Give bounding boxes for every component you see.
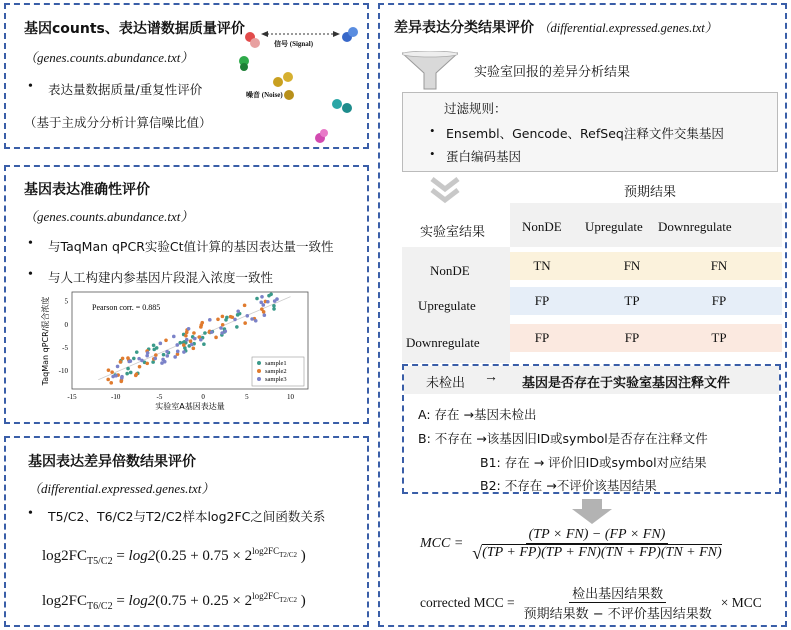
bullet-mark: • xyxy=(28,236,33,251)
scatter-point-sample3 xyxy=(116,365,120,369)
mcc-denominator: √ (TP + FP)(TP + FN)(TN + FP)(TN + FN) xyxy=(472,543,722,563)
scatter-point-sample2 xyxy=(243,321,247,325)
legend-marker-sample1 xyxy=(257,361,261,365)
noise-label: 噪音 (Noise) xyxy=(246,91,283,99)
scatter-point-sample1 xyxy=(126,367,130,371)
branch-b: B: 不存在 →该基因旧ID或symbol是否存在注释文件 xyxy=(418,431,708,446)
eq2-close: ) xyxy=(300,593,306,609)
col-header-nonde: NonDE xyxy=(522,219,562,234)
panel-quality-title: 基因counts、表达谱数据质量评价 xyxy=(24,21,245,37)
x-tick-label: 10 xyxy=(287,393,295,401)
lab-result-label: 实验室回报的差异分析结果 xyxy=(474,65,631,80)
scatter-point-sample2 xyxy=(189,339,193,343)
eq1-lhs-sub: T5/C2 xyxy=(87,556,113,567)
filter-title: 过滤规则： xyxy=(444,101,507,116)
scatter-point-sample2 xyxy=(106,378,110,382)
arrow-icon: → xyxy=(476,431,487,446)
eq1-close: ) xyxy=(300,548,306,564)
scatter-point-sample2 xyxy=(164,338,168,342)
scatter-point-sample3 xyxy=(187,327,191,331)
scatter-point-sample1 xyxy=(202,342,206,346)
eq2-lhs-sub: T6/C2 xyxy=(87,601,113,612)
scatter-point-sample2 xyxy=(192,331,196,335)
cell-tp: TP xyxy=(711,330,727,345)
col-header-down: Downregulate xyxy=(658,219,732,234)
undetected-label: 未检出 xyxy=(426,376,466,391)
arrow-icon: → xyxy=(546,478,557,493)
branch-b2: B2: 不存在 →不评价该基因结果 xyxy=(480,478,657,493)
mcc-numerator: (TP × FN) − (FP × FN) xyxy=(526,527,669,544)
legend-sample1: sample1 xyxy=(265,360,287,367)
arrow-icon: → xyxy=(484,370,498,385)
scatter-point-sample3 xyxy=(263,313,267,317)
cell-fp: FP xyxy=(534,293,550,308)
sample-dot xyxy=(250,38,260,48)
scatter-point-sample3 xyxy=(153,357,157,361)
legend-sample3: sample3 xyxy=(265,376,287,383)
scatter-point-sample3 xyxy=(220,331,224,335)
filter-rule-2: 蛋白编码基因 xyxy=(446,149,522,164)
cell-fn: FN xyxy=(710,258,728,273)
eq2-exp-sub: T2/C2 xyxy=(279,595,298,604)
scatter-point-sample2 xyxy=(214,336,218,340)
scatter-point-sample2 xyxy=(243,304,247,308)
x-tick-label: -15 xyxy=(67,393,77,401)
sample-dot xyxy=(284,90,294,100)
arrow-icon: → xyxy=(463,407,474,422)
scatter-point-sample3 xyxy=(250,317,254,321)
panel-fold-change xyxy=(4,436,369,627)
scatter-point-sample1 xyxy=(151,360,155,364)
scatter-point-sample2 xyxy=(134,374,138,378)
panel-classification xyxy=(378,3,787,627)
expected-label: 预期结果 xyxy=(624,185,677,200)
eq1-eq: = xyxy=(116,548,125,564)
equation-t5 xyxy=(42,546,306,567)
scatter-point-sample1 xyxy=(135,350,139,354)
correlation-scatter-chart xyxy=(12,285,312,413)
sample-dot xyxy=(348,27,358,37)
cell-tn: TN xyxy=(533,258,551,273)
scatter-point-sample2 xyxy=(184,334,188,338)
scatter-point-sample3 xyxy=(165,354,169,358)
scatter-point-sample2 xyxy=(260,307,264,311)
scatter-point-sample1 xyxy=(267,294,271,298)
eq2-exp: log2FC xyxy=(252,591,280,601)
scatter-point-sample1 xyxy=(178,341,182,345)
cmcc-fraction xyxy=(521,583,715,622)
scatter-point-sample3 xyxy=(120,375,124,379)
funnel-icon xyxy=(402,51,458,91)
scatter-point-sample3 xyxy=(236,309,240,313)
x-tick-label: -10 xyxy=(111,393,121,401)
x-tick-label: -5 xyxy=(156,393,163,401)
panel-quality-file: （genes.counts.abundance.txt） xyxy=(24,50,194,65)
eq2-func: log2 xyxy=(128,593,156,609)
scatter-point-sample1 xyxy=(235,325,239,329)
scatter-point-sample3 xyxy=(159,342,163,346)
signal-arrow xyxy=(261,31,340,37)
branch-b1: B1: 存在 → 评价旧ID或symbol对应结果 xyxy=(480,455,707,470)
y-tick-label: -10 xyxy=(58,367,68,376)
bullet-mark: • xyxy=(28,506,33,521)
bullet-mark: • xyxy=(430,146,435,161)
scatter-point-sample3 xyxy=(223,329,227,333)
bullet-mark: • xyxy=(430,123,435,138)
cell-fn: FN xyxy=(623,258,641,273)
x-ticks xyxy=(67,393,294,401)
sample-dot xyxy=(320,129,328,137)
scatter-point-sample1 xyxy=(272,307,276,311)
scatter-point-sample2 xyxy=(138,365,142,369)
corrected-mcc-formula xyxy=(420,583,762,622)
eq2-lhs: log2FC xyxy=(42,593,88,609)
panel-classification-title: 差异表达分类结果评价 xyxy=(394,20,534,36)
panel-quality xyxy=(4,3,369,149)
col-header-up: Upregulate xyxy=(585,219,643,234)
scatter-point-sample3 xyxy=(161,358,165,362)
panel-quality-bullet: 表达量数据质量/重复性评价 xyxy=(48,82,203,97)
scatter-point-sample1 xyxy=(152,343,156,347)
panel-fold-change-file: （differential.expressed.genes.txt） xyxy=(28,481,215,496)
legend-marker-sample2 xyxy=(257,369,261,373)
scatter-point-sample3 xyxy=(175,343,179,347)
scatter-point-sample3 xyxy=(145,354,149,358)
eq1-lhs: log2FC xyxy=(42,548,88,564)
scatter-point-sample3 xyxy=(273,299,277,303)
scatter-point-sample3 xyxy=(208,318,212,322)
scatter-point-sample3 xyxy=(199,338,203,342)
scatter-point-sample2 xyxy=(119,360,123,364)
scatter-point-sample1 xyxy=(272,304,276,308)
cell-fp: FP xyxy=(534,330,550,345)
lab-label: 实验室结果 xyxy=(420,225,486,240)
scatter-point-sample2 xyxy=(107,368,111,372)
scatter-point-sample3 xyxy=(245,314,249,318)
panel-classification-file: （differential.expressed.genes.txt） xyxy=(538,21,718,35)
x-tick-label: 0 xyxy=(201,393,205,401)
legend-sample2: sample2 xyxy=(265,368,287,375)
scatter-point-sample3 xyxy=(193,337,197,341)
cell-fp: FP xyxy=(711,293,727,308)
scatter-point-sample3 xyxy=(182,350,186,354)
scatter-point-sample2 xyxy=(216,317,220,321)
scatter-point-sample1 xyxy=(203,331,207,335)
scatter-point-sample1 xyxy=(129,371,133,375)
cmcc-denominator: 预期结果数 − 不评价基因结果数 xyxy=(523,607,712,622)
down-arrow-icon xyxy=(570,499,614,525)
sample-dot xyxy=(332,99,342,109)
panel-accuracy xyxy=(4,165,369,424)
y-tick-label: 5 xyxy=(64,297,68,306)
scatter-point-sample1 xyxy=(152,348,156,352)
annotation-question: 基因是否存在于实验室基因注释文件 xyxy=(522,376,731,391)
scatter-point-sample2 xyxy=(221,323,225,327)
eq1-func: log2 xyxy=(128,548,156,564)
row-header-down: Downregulate xyxy=(406,335,480,350)
panel-accuracy-bullet-2: 与人工构建内参基因片段混入浓度一致性 xyxy=(48,270,274,285)
scatter-point-sample3 xyxy=(254,319,258,323)
scatter-point-sample3 xyxy=(210,330,214,334)
scatter-point-sample2 xyxy=(110,370,114,374)
scatter-point-sample1 xyxy=(236,313,240,317)
scatter-point-sample2 xyxy=(121,357,125,361)
branch-a: A: 存在 →基因未检出 xyxy=(418,407,537,422)
mcc-fraction xyxy=(469,527,724,561)
scatter-point-sample3 xyxy=(176,350,180,354)
mcc-lhs: MCC = xyxy=(420,536,464,551)
x-axis-label: 实验室A基因表达量 xyxy=(155,402,225,411)
eq2-eq: = xyxy=(116,593,125,609)
sample-dot xyxy=(283,72,293,82)
scatter-point-sample3 xyxy=(233,318,237,322)
double-chevron-down-icon xyxy=(428,176,462,206)
bullet-mark: • xyxy=(28,79,33,94)
scatter-point-sample3 xyxy=(111,375,115,379)
scatter-point-sample3 xyxy=(137,357,141,361)
cell-fp: FP xyxy=(624,330,640,345)
scatter-point-sample2 xyxy=(126,356,130,360)
scatter-point-sample3 xyxy=(173,355,177,359)
legend xyxy=(252,357,304,386)
cell-tp: TP xyxy=(624,293,640,308)
sample-dot xyxy=(240,63,248,71)
eq1-body: (0.25 + 0.75 × 2 xyxy=(155,548,253,564)
cmcc-tail: × MCC xyxy=(720,594,762,610)
panel-accuracy-bullet-1: 与TaqMan qPCR实验Ct值计算的基因表达量一致性 xyxy=(48,239,334,254)
scatter-point-sample3 xyxy=(266,300,270,304)
filter-rule-1: Ensembl、Gencode、RefSeq注释文件交集基因 xyxy=(446,126,724,141)
cmcc-lhs: corrected MCC = xyxy=(420,594,515,610)
row-header-up: Upregulate xyxy=(418,298,476,313)
y-tick-label: 0 xyxy=(64,320,68,329)
scatter-point-sample2 xyxy=(182,343,186,347)
y-axis-label: TaqMan qPCR/混合浓度 xyxy=(41,296,50,386)
scatter-point-sample2 xyxy=(192,347,196,351)
scatter-point-sample1 xyxy=(132,357,136,361)
scatter-point-sample3 xyxy=(219,326,223,330)
panel-quality-note: （基于主成分分析计算信噪比值） xyxy=(24,115,212,130)
scatter-point-sample1 xyxy=(225,316,229,320)
eq2-body: (0.75 + 0.25 × 2 xyxy=(155,593,253,609)
scatter-point-sample3 xyxy=(185,338,189,342)
legend-marker-sample3 xyxy=(257,377,261,381)
scatter-point-sample3 xyxy=(261,303,265,307)
row-header-nonde: NonDE xyxy=(430,263,470,278)
scatter-point-sample1 xyxy=(255,297,259,301)
scatter-point-sample3 xyxy=(172,335,176,339)
equation-t6 xyxy=(42,591,306,612)
scatter-point-sample3 xyxy=(129,359,133,363)
scatter-point-sample3 xyxy=(260,295,264,299)
cmcc-numerator: 检出基因结果数 xyxy=(569,583,666,603)
panel-accuracy-file: （genes.counts.abundance.txt） xyxy=(24,209,194,224)
panel-fold-change-bullet: T5/C2、T6/C2与T2/C2样本log2FC之间函数关系 xyxy=(48,509,326,524)
sample-dot xyxy=(273,77,283,87)
panel-accuracy-title: 基因表达准确性评价 xyxy=(24,182,150,198)
scatter-point-sample2 xyxy=(145,362,149,366)
x-tick-label: 5 xyxy=(245,393,249,401)
y-ticks xyxy=(59,298,69,375)
scatter-point-sample1 xyxy=(162,353,166,357)
panel-fold-change-title: 基因表达差异倍数结果评价 xyxy=(28,454,196,470)
eq1-exp: log2FC xyxy=(252,546,280,556)
eq1-exp-sub: T2/C2 xyxy=(279,550,298,559)
pearson-annotation: Pearson corr. = 0.885 xyxy=(92,303,161,312)
arrow-icon: → xyxy=(533,455,545,470)
scatter-point-sample2 xyxy=(109,381,113,385)
scatter-point-sample1 xyxy=(125,372,129,376)
signal-label: 信号 (Signal) xyxy=(274,40,314,48)
bullet-mark: • xyxy=(28,267,33,282)
mcc-formula xyxy=(420,527,725,561)
scatter-point-sample3 xyxy=(165,350,169,354)
scatter-point-sample2 xyxy=(221,315,225,319)
y-tick-label: -5 xyxy=(62,343,68,352)
scatter-point-sample2 xyxy=(154,353,158,357)
scatter-point-sample2 xyxy=(200,321,204,325)
sample-dot xyxy=(342,103,352,113)
scatter-point-sample3 xyxy=(190,343,194,347)
